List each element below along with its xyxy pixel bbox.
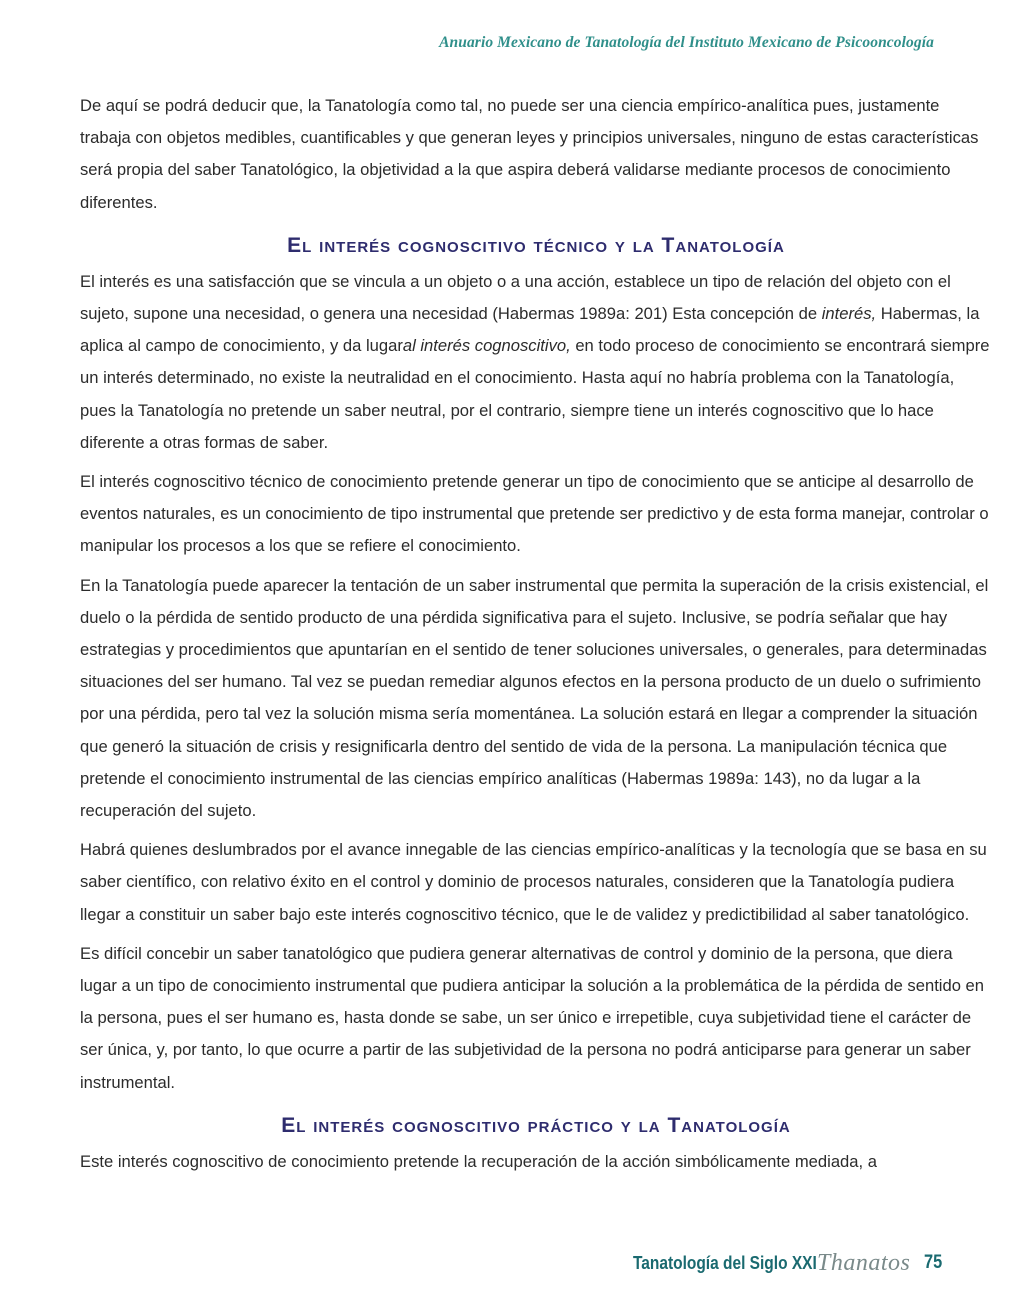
paragraph-2-italic-a: interés, (821, 304, 877, 324)
paragraph-3: El interés cognoscitivo técnico de conocimiento pretende generar un tipo de conocimiento que se anticipe al desarrollo de eventos naturales, es un conocimiento de tipo instrumental que pretende ser predictivo y de esta forma manejar, controlar o manipular los procesos a los que se refiere el conocimiento. (80, 472, 989, 556)
paragraph-2-text-a: El interés es una satisfacción que se vincula a un objeto o a una acción, establece un tipo de relación del objeto con el sujeto, supone una necesidad, o genera una necesidad (Habermas 1989a: 201) Esta concepción de (80, 271, 951, 324)
page-number: 75 (924, 1252, 943, 1273)
footer-journal-name: Tanatología del Siglo XXI (633, 1252, 817, 1273)
section-heading-practico: El interés cognoscitivo práctico y la Tanatología (281, 1113, 791, 1137)
section-heading-tecnico: El interés cognoscitivo técnico y la Tanatología (287, 233, 785, 257)
thanatos-logo: Thanatos (817, 1249, 911, 1276)
paragraph-2-text-b: Habermas, la aplica al campo de conocimiento, y da lugar (80, 304, 980, 356)
paragraph-2-italic-b: al interés cognoscitivo, (402, 336, 571, 356)
paragraph-1: De aquí se podrá deducir que, la Tanatología como tal, no puede ser una ciencia empírico-analítica pues, justamente trabaja con objetos medibles, cuantificables y que generan leyes y principios universales, ninguno de estas características será propia del saber Tanatológico, la objetividad a la que aspira deberá validarse mediante procesos de conocimiento diferentes. (80, 96, 979, 212)
paragraph-7: Este interés cognoscitivo de conocimiento pretende la recuperación de la acción simbólicamente mediada, a (80, 1151, 877, 1171)
paragraph-5: Habrá quienes deslumbrados por el avance innegable de las ciencias empírico-analíticas y la tecnología que se basa en su saber científico, con relativo éxito en el control y dominio de procesos naturales, consideren que la Tanatología pudiera llegar a constituir un saber bajo este interés cognoscitivo técnico, que le de validez y predictibilidad al saber tanatológico. (80, 840, 987, 924)
paragraph-2-text-c: en todo proceso de conocimiento se encontrará siempre un interés determinado, no existe la neutralidad en el conocimiento. Hasta aquí no habría problema con la Tanatología, pues la Tanatología no pretende un saber neutral, por el contrario, siempre tiene un interés cognoscitivo que lo hace diferente a otras formas de saber. (80, 336, 990, 452)
paragraph-2 (80, 266, 992, 459)
paragraph-4: En la Tanatología puede aparecer la tentación de un saber instrumental que permita la superación de la crisis existencial, el duelo o la pérdida de sentido producto de una pérdida significativa para el sujeto. Inclusive, se podría señalar que hay estrategias y procedimientos que apuntarían en el sentido de tener soluciones universales, o generales, para determinadas situaciones del ser humano. Tal vez se puedan remediar algunos efectos en la persona producto de un duelo o sufrimiento por una pérdida, pero tal vez la solución misma sería momentánea. La solución estará en llegar a comprender la situación que generó la situación de crisis y resignificarla dentro del sentido de vida de la persona. La manipulación técnica que pretende el conocimiento instrumental de las ciencias empírico analíticas (Habermas 1989a: 143), no da lugar a la recuperación del sujeto. (80, 575, 989, 821)
article-body (80, 90, 992, 1185)
paragraph-6: Es difícil concebir un saber tanatológico que pudiera generar alternativas de control y dominio de la persona, que diera lugar a un tipo de conocimiento instrumental que pudiera anticipar la solución a la problemática de la pérdida de sentido en la persona, pues el ser humano es, hasta donde se sabe, un ser único e irrepetible, cuya subjetividad tiene el carácter de ser única, y, por tanto, lo que ocurre a partir de las subjetividad de la persona no podrá anticiparse para generar un saber instrumental. (80, 943, 985, 1092)
running-header: Anuario Mexicano de Tanatología del Instituto Mexicano de Psicooncología (439, 34, 934, 51)
page-footer (633, 1246, 946, 1280)
